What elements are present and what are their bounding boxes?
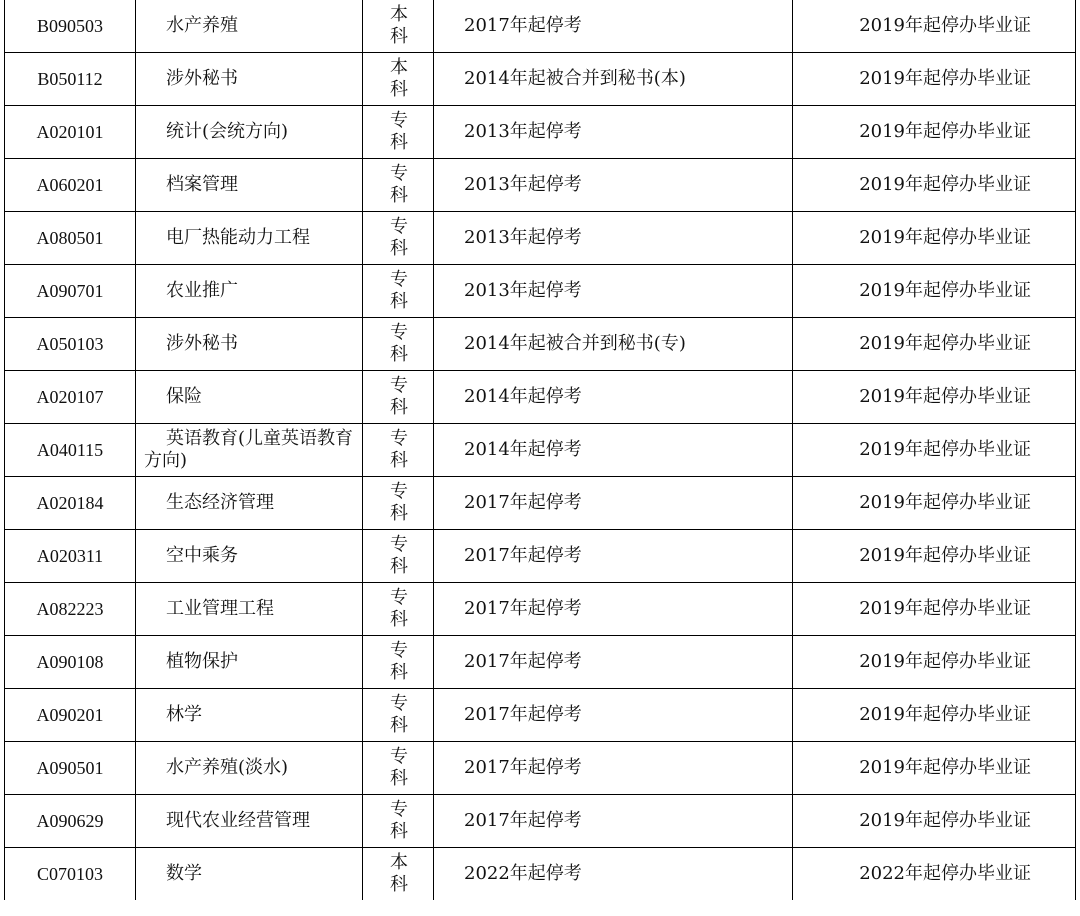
program-name: 植物保护: [136, 636, 363, 689]
program-name: 生态经济管理: [136, 477, 363, 530]
certificate-status: 2019年起停办毕业证: [793, 159, 1076, 212]
table-row: [5, 477, 1076, 530]
program-level: 专科: [363, 265, 434, 318]
program-code: A020107: [5, 371, 136, 424]
program-level: 专科: [363, 530, 434, 583]
program-name: 电厂热能动力工程: [136, 212, 363, 265]
table-row: [5, 106, 1076, 159]
exam-status: 2014年起被合并到秘书(专): [434, 318, 793, 371]
program-name: 统计(会统方向): [136, 106, 363, 159]
certificate-status: 2019年起停办毕业证: [793, 636, 1076, 689]
table-row: [5, 318, 1076, 371]
table-row: [5, 265, 1076, 318]
program-name: 水产养殖: [136, 0, 363, 53]
exam-status: 2014年起停考: [434, 424, 793, 477]
certificate-status: 2019年起停办毕业证: [793, 742, 1076, 795]
certificate-status: 2019年起停办毕业证: [793, 795, 1076, 848]
program-level: 本科: [363, 848, 434, 901]
program-name: 涉外秘书: [136, 318, 363, 371]
program-level: 专科: [363, 689, 434, 742]
exam-status: 2014年起停考: [434, 371, 793, 424]
exam-status: 2017年起停考: [434, 636, 793, 689]
certificate-status: 2019年起停办毕业证: [793, 477, 1076, 530]
program-level: 专科: [363, 583, 434, 636]
program-name: 保险: [136, 371, 363, 424]
certificate-status: 2019年起停办毕业证: [793, 689, 1076, 742]
exam-status: 2017年起停考: [434, 689, 793, 742]
certificate-status: 2019年起停办毕业证: [793, 583, 1076, 636]
program-code: A020311: [5, 530, 136, 583]
certificate-status: 2019年起停办毕业证: [793, 212, 1076, 265]
program-code: A080501: [5, 212, 136, 265]
program-code: A090629: [5, 795, 136, 848]
program-name: 现代农业经营管理: [136, 795, 363, 848]
exam-status: 2017年起停考: [434, 742, 793, 795]
program-code: A020184: [5, 477, 136, 530]
program-code: A040115: [5, 424, 136, 477]
program-name: 数学: [136, 848, 363, 901]
program-name: 工业管理工程: [136, 583, 363, 636]
program-name: 英语教育(儿童英语教育方向): [136, 424, 363, 477]
exam-status: 2013年起停考: [434, 159, 793, 212]
program-level: 专科: [363, 424, 434, 477]
exam-status: 2014年起被合并到秘书(本): [434, 53, 793, 106]
certificate-status: 2019年起停办毕业证: [793, 371, 1076, 424]
exam-status: 2017年起停考: [434, 530, 793, 583]
certificate-status: 2022年起停办毕业证: [793, 848, 1076, 901]
program-level: 专科: [363, 636, 434, 689]
certificate-status: 2019年起停办毕业证: [793, 530, 1076, 583]
table-row: [5, 530, 1076, 583]
program-code: A020101: [5, 106, 136, 159]
program-name: 涉外秘书: [136, 53, 363, 106]
certificate-status: 2019年起停办毕业证: [793, 106, 1076, 159]
table-row: [5, 371, 1076, 424]
program-code: A090201: [5, 689, 136, 742]
program-code: A060201: [5, 159, 136, 212]
program-code: A082223: [5, 583, 136, 636]
exam-status: 2013年起停考: [434, 265, 793, 318]
program-name: 林学: [136, 689, 363, 742]
certificate-status: 2019年起停办毕业证: [793, 424, 1076, 477]
program-code: A090701: [5, 265, 136, 318]
program-level: 专科: [363, 106, 434, 159]
table-row: [5, 742, 1076, 795]
program-table-body: [5, 0, 1076, 900]
program-level: 专科: [363, 795, 434, 848]
exam-status: 2017年起停考: [434, 795, 793, 848]
exam-status: 2013年起停考: [434, 212, 793, 265]
table-row: [5, 0, 1076, 53]
table-row: [5, 848, 1076, 901]
table-row: [5, 424, 1076, 477]
program-code: A050103: [5, 318, 136, 371]
certificate-status: 2019年起停办毕业证: [793, 265, 1076, 318]
program-code: B050112: [5, 53, 136, 106]
program-level: 本科: [363, 0, 434, 53]
program-code: B090503: [5, 0, 136, 53]
program-table: [4, 0, 1076, 900]
program-name: 农业推广: [136, 265, 363, 318]
table-row: [5, 53, 1076, 106]
program-name: 空中乘务: [136, 530, 363, 583]
program-level: 专科: [363, 371, 434, 424]
exam-status: 2017年起停考: [434, 583, 793, 636]
exam-status: 2017年起停考: [434, 477, 793, 530]
exam-status: 2022年起停考: [434, 848, 793, 901]
table-row: [5, 212, 1076, 265]
table-row: [5, 583, 1076, 636]
program-level: 专科: [363, 159, 434, 212]
program-name: 档案管理: [136, 159, 363, 212]
table-row: [5, 159, 1076, 212]
program-level: 专科: [363, 477, 434, 530]
program-level: 本科: [363, 53, 434, 106]
program-level: 专科: [363, 212, 434, 265]
certificate-status: 2019年起停办毕业证: [793, 53, 1076, 106]
program-level: 专科: [363, 742, 434, 795]
program-code: C070103: [5, 848, 136, 901]
program-name: 水产养殖(淡水): [136, 742, 363, 795]
certificate-status: 2019年起停办毕业证: [793, 0, 1076, 53]
exam-status: 2013年起停考: [434, 106, 793, 159]
exam-status: 2017年起停考: [434, 0, 793, 53]
table-row: [5, 636, 1076, 689]
program-level: 专科: [363, 318, 434, 371]
program-code: A090108: [5, 636, 136, 689]
table-row: [5, 795, 1076, 848]
program-code: A090501: [5, 742, 136, 795]
certificate-status: 2019年起停办毕业证: [793, 318, 1076, 371]
table-row: [5, 689, 1076, 742]
